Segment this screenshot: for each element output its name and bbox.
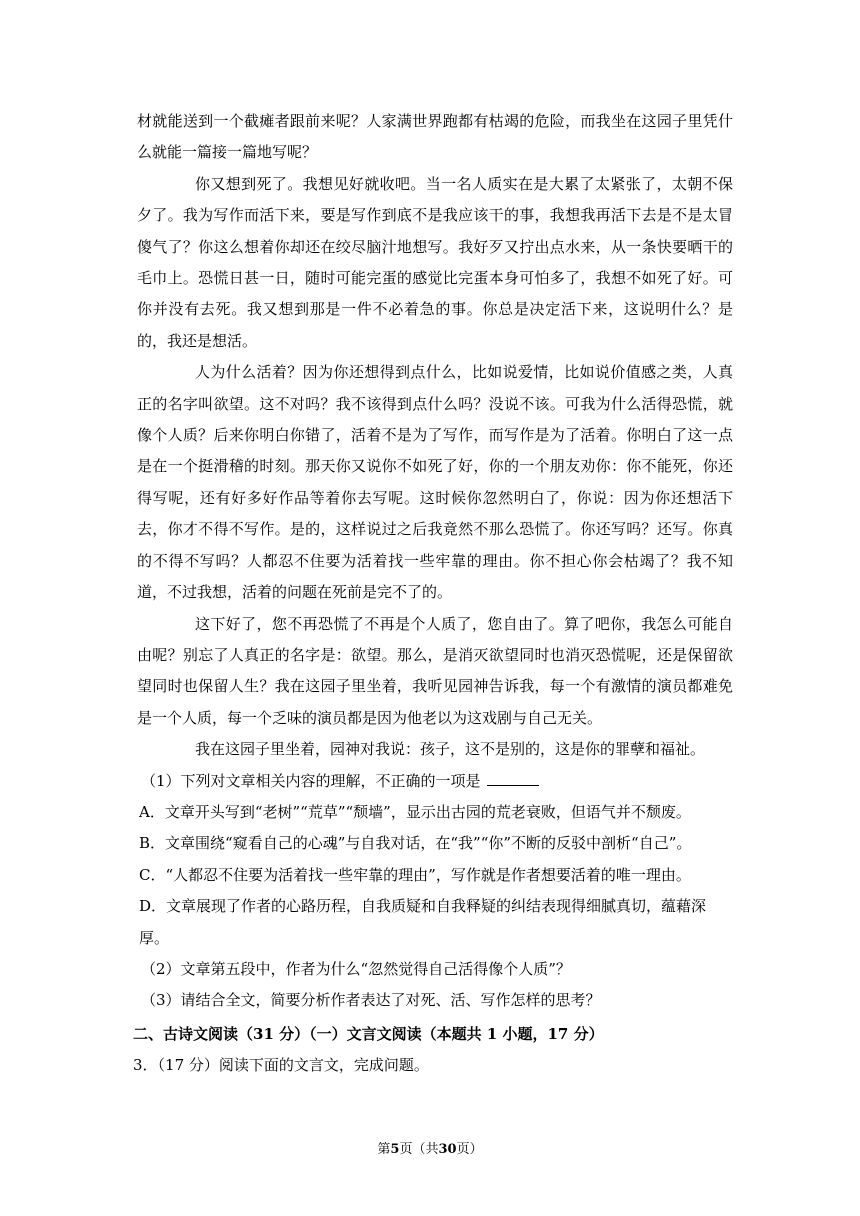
paragraph: 人为什么活着？因为你还想得到点什么，比如说爱情，比如说价值感之类，人真正的名字叫欲望。这不对吗？我不该得到点什么吗？没说不该。可我为什么活得恐慌，就像个人质？后来你明白你错了，活着不是为了写作，而写作是为了活着。你明白了这一点是在一个挺滑稽的时刻。那天你又说你不如死了好，你的一个朋友劝你：你不能死，你还得写呢，还有好多好作品等着你去写呢。这时候你忽然明白了，你说：因为你还想活下去，你才不得不写作。是的，这样说过之后我竟然不那么恐慌了。你还写吗？还写。你真的不得不写吗？人都忍不住要为活着找一些牢靠的理由。你不担心你会枯竭了？我不知道，不过我想，活着的问题在死前是完不了的。 bbox=[137, 363, 733, 602]
page-footer bbox=[0, 1138, 860, 1157]
footer-suffix: 页） bbox=[456, 1142, 483, 1157]
paragraph: 你又想到死了。我想见好就收吧。当一名人质实在是大累了太紧张了，太朝不保夕了。我为写作而活下来，要是写作到底不是我应该干的事，我想我再活下去是不是太冒傻气了？你这么想着你却还在绞尽脑汁地想写。我好歹又拧出点水来，从一条快要晒干的毛巾上。恐慌日甚一日，随时可能完蛋的感觉比完蛋本身可怕多了，我想不如死了好。可你并没有去死。我又想到那是一件不必着急的事。你总是决定活下来，这说明什么？是的，我还是想活。 bbox=[137, 174, 733, 350]
option-a: A．文章开头写到“老树”“荒草”“颓墙”，显示出古园的荒老衰败，但语气并不颓废。 bbox=[139, 802, 691, 821]
option-b: B．文章围绕“窥看自己的心魂”与自我对话，在“我”“你”不断的反驳中剖析“自己”。 bbox=[139, 834, 692, 853]
option-c: C．“人都忍不住要为活着找一些牢靠的理由”，写作就是作者想要活着的唯一理由。 bbox=[139, 865, 691, 884]
paragraph-continuation: 材就能送到一个截瘫者跟前来呢？人家满世界跑都有枯竭的危险，而我坐在这园子里凭什么就能一篇接一篇地写呢？ bbox=[137, 112, 733, 162]
question-3: （3）请结合全文，简要分析作者表达了对死、活、写作怎样的思考？ bbox=[141, 991, 601, 1010]
paragraph: 这下好了，您不再恐慌了不再是个人质了，您自由了。算了吧你，我怎么可能自由呢？别忘了人真正的名字是：欲望。那么，是消灭欲望同时也消灭恐慌呢，还是保留欲望同时也保留人生？我在这园子里坐着，我听见园神告诉我，每一个有激情的演员都难免是一个人质，每一个乏味的演员都是因为他老以为这戏剧与自己无关。 bbox=[137, 614, 733, 727]
option-d: D．文章展现了作者的心路历程，自我质疑和自我释疑的纠结表现得细腻真切，蕴藉深厚。 bbox=[139, 897, 707, 947]
footer-total-pages: 30 bbox=[438, 1142, 457, 1157]
footer-prefix: 第 bbox=[377, 1142, 391, 1157]
question-2: （2）文章第五段中，作者为什么“忽然觉得自己活得像个人质”？ bbox=[141, 959, 571, 978]
question-1-text: （1）下列对文章相关内容的理解，不正确的一项是 bbox=[141, 771, 481, 790]
question-1 bbox=[137, 766, 733, 797]
page-content bbox=[133, 106, 733, 1082]
answer-blank bbox=[487, 773, 539, 786]
footer-page-number: 5 bbox=[390, 1142, 400, 1157]
item-3: 3．（17 分）阅读下面的文言文，完成问题。 bbox=[133, 1056, 429, 1075]
footer-middle: 页（共 bbox=[399, 1142, 439, 1157]
paragraph: 我在这园子里坐着，园神对我说：孩子，这不是别的，这是你的罪孽和福祉。 bbox=[195, 740, 706, 759]
section-heading: 二、古诗文阅读（31 分）（一）文言文阅读（本题共 1 小题，17 分） bbox=[133, 1024, 604, 1043]
